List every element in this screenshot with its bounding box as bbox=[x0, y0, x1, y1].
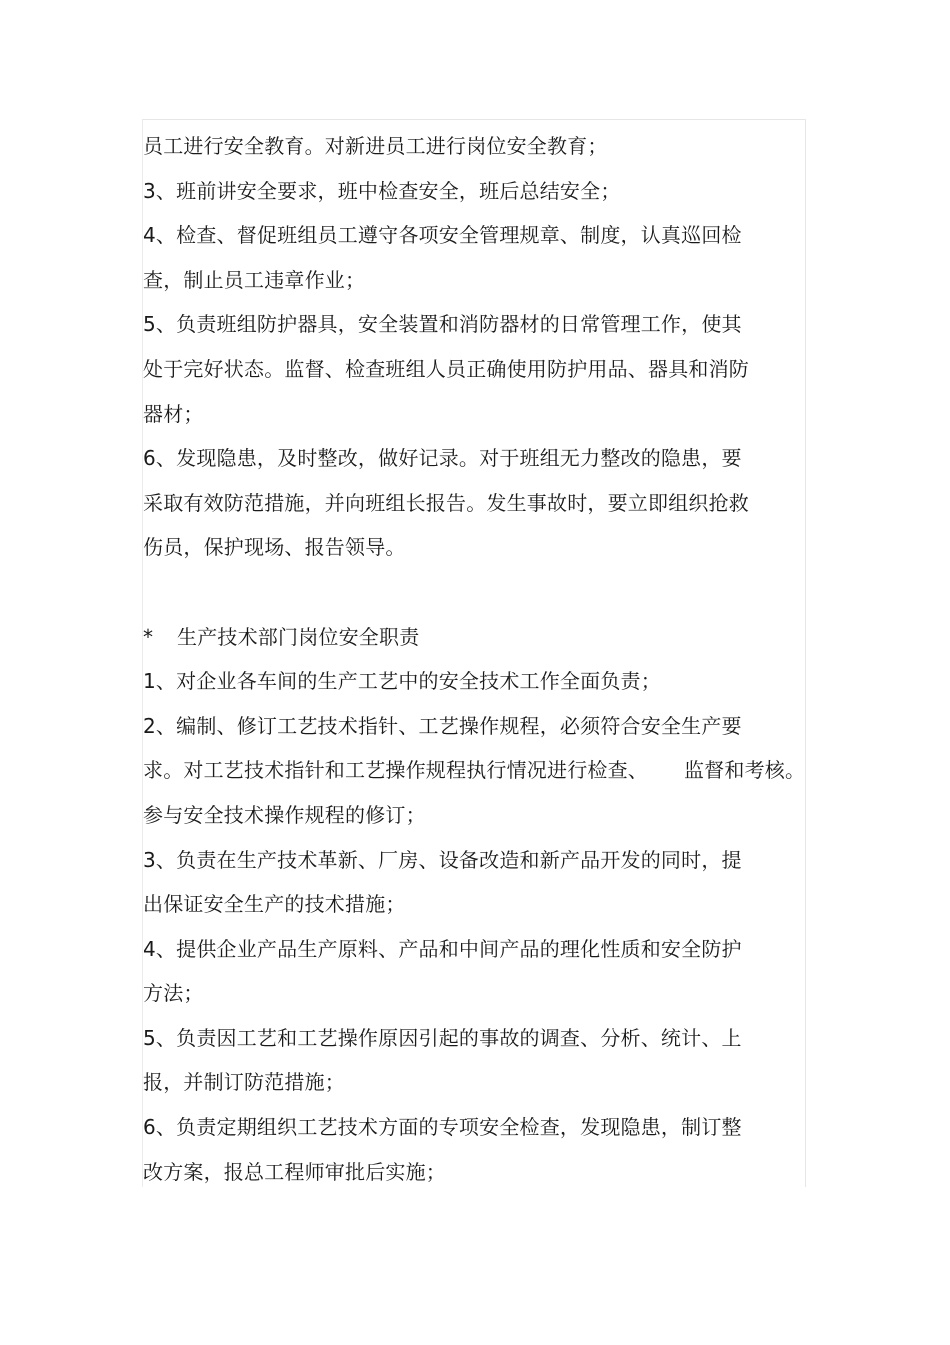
text-line: 2、编制、修订工艺技术指针、工艺操作规程，必须符合安全生产要 bbox=[143, 713, 742, 738]
text-line: 6、负责定期组织工艺技术方面的专项安全检查，发现隐患，制订整 bbox=[143, 1115, 742, 1140]
text-line: 处于完好状态。监督、检查班组人员正确使用防护用品、器具和消防 bbox=[143, 356, 749, 381]
text-segment: 监督和考核。 bbox=[684, 758, 806, 783]
text-line: 4、提供企业产品生产原料、产品和中间产品的理化性质和安全防护 bbox=[143, 936, 742, 961]
section-heading bbox=[143, 615, 813, 660]
text-line bbox=[143, 748, 813, 793]
text-line: 改方案，报总工程师审批后实施； bbox=[143, 1159, 446, 1184]
text-segment: 求。对工艺技术指针和工艺操作规程执行情况进行检查、 bbox=[143, 758, 648, 783]
text-line: 5、负责因工艺和工艺操作原因引起的事故的调查、分析、统计、上 bbox=[143, 1025, 742, 1050]
document-body bbox=[143, 124, 813, 1194]
bullet-marker: * bbox=[143, 624, 154, 649]
text-line: 器材； bbox=[143, 401, 204, 426]
text-line: 6、发现隐患，及时整改，做好记录。对于班组无力整改的隐患，要 bbox=[143, 446, 742, 471]
section-heading-text: 生产技术部门岗位安全职责 bbox=[177, 624, 420, 649]
text-line: 1、对企业各车间的生产工艺中的安全技术工作全面负责； bbox=[143, 669, 661, 694]
text-line: 伤员，保护现场、报告领导。 bbox=[143, 535, 406, 560]
text-line: 出保证安全生产的技术措施； bbox=[143, 892, 406, 917]
text-line: 报，并制订防范措施； bbox=[143, 1070, 345, 1095]
text-line: 5、负责班组防护器具，安全装置和消防器材的日常管理工作，使其 bbox=[143, 312, 742, 337]
text-line: 方法； bbox=[143, 981, 204, 1006]
text-line: 3、负责在生产技术革新、厂房、设备改造和新产品开发的同时，提 bbox=[143, 847, 742, 872]
text-line: 3、班前讲安全要求，班中检查安全，班后总结安全； bbox=[143, 178, 621, 203]
text-line: 员工进行安全教育。对新进员工进行岗位安全教育； bbox=[143, 134, 608, 158]
text-line: 查，制止员工违章作业； bbox=[143, 267, 366, 292]
text-line: 4、检查、督促班组员工遵守各项安全管理规章、制度，认真巡回检 bbox=[143, 223, 742, 248]
text-line: 参与安全技术操作规程的修订； bbox=[143, 802, 426, 827]
paragraph-spacer bbox=[143, 570, 813, 615]
text-line: 采取有效防范措施，并向班组长报告。发生事故时，要立即组织抢救 bbox=[143, 490, 749, 515]
